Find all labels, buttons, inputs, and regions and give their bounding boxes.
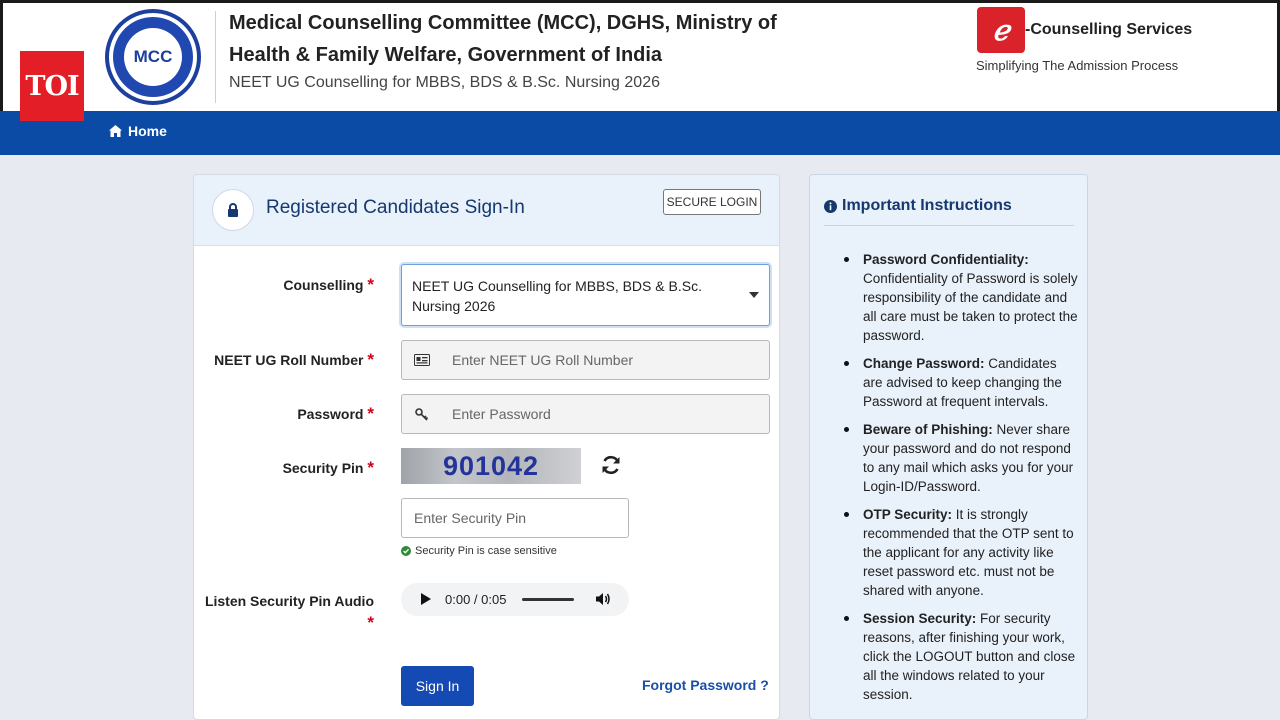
mcc-logo[interactable] xyxy=(105,9,201,105)
info-icon xyxy=(824,200,837,213)
password-input[interactable] xyxy=(442,395,769,433)
instructions-panel xyxy=(809,174,1088,720)
instruction-item xyxy=(834,250,1079,345)
org-title: Medical Counselling Committee (MCC), DGHS, Ministry of Health & Family Welfare, Government of India xyxy=(229,12,777,66)
instructions-list xyxy=(834,250,1079,713)
instruction-heading: OTP Security: xyxy=(863,507,953,522)
counselling-select[interactable] xyxy=(401,264,770,326)
roll-number-label xyxy=(200,350,374,370)
instruction-heading: Password Confidentiality: xyxy=(863,252,1029,267)
top-navbar xyxy=(0,111,1280,155)
sign-in-button[interactable]: Sign In xyxy=(401,666,474,706)
security-pin-label xyxy=(250,458,374,478)
lock-icon xyxy=(227,203,239,217)
check-circle-icon xyxy=(401,546,411,556)
audio-time: 0:00 / 0:05 xyxy=(445,592,507,607)
password-label-text: Password xyxy=(297,406,364,422)
password-field xyxy=(401,394,770,434)
instruction-heading: Change Password: xyxy=(863,356,985,371)
toi-badge: TOI xyxy=(20,51,84,121)
required-mark: * xyxy=(367,404,374,423)
e-counselling-tagline: Simplifying The Admission Process xyxy=(976,58,1179,73)
roll-number-field xyxy=(401,340,770,380)
instruction-item xyxy=(834,609,1079,704)
nav-home-label: Home xyxy=(128,123,167,139)
audio-label-text: Listen Security Pin Audio xyxy=(204,593,374,609)
instruction-item xyxy=(834,420,1079,496)
password-label xyxy=(250,404,374,424)
play-icon[interactable] xyxy=(421,593,431,605)
roll-number-label-text: NEET UG Roll Number xyxy=(214,352,364,368)
counselling-label-text: Counselling xyxy=(283,277,364,293)
audio-player xyxy=(401,583,629,616)
signin-card-header xyxy=(194,175,779,246)
refresh-captcha-button[interactable] xyxy=(598,452,624,478)
instruction-heading: Beware of Phishing: xyxy=(863,422,993,437)
counselling-label xyxy=(230,275,374,295)
captcha-image: 901042 xyxy=(401,448,581,484)
mcc-logo-text: MCC xyxy=(124,28,182,86)
nav-home-link[interactable] xyxy=(109,123,167,139)
required-mark: * xyxy=(367,275,374,294)
refresh-icon xyxy=(600,454,622,476)
instructions-divider xyxy=(824,225,1074,226)
mcc-logo-ring xyxy=(113,17,193,97)
signin-card xyxy=(193,174,780,720)
pin-case-note xyxy=(401,545,557,557)
required-mark: * xyxy=(367,458,374,477)
instruction-text: It is strongly recommended that the OTP sent to the applicant for any activity like reset password etc. must not be shared with anyone. xyxy=(863,507,1074,598)
instruction-heading: Session Security: xyxy=(863,611,977,626)
roll-number-input[interactable] xyxy=(442,341,769,379)
instructions-title: Important Instructions xyxy=(842,197,1012,214)
caret-down-icon xyxy=(749,292,759,298)
security-pin-input[interactable] xyxy=(401,498,629,538)
instructions-heading xyxy=(824,197,1012,215)
signin-title: Registered Candidates Sign-In xyxy=(266,197,525,218)
pin-case-note-text: Security Pin is case sensitive xyxy=(415,545,557,557)
instruction-item xyxy=(834,354,1079,411)
instruction-text: Confidentiality of Password is solely responsibility of the candidate and all care must be taken to protect the password. xyxy=(863,271,1078,343)
instruction-text: Never share your password and do not respond to any mail which asks you for your Login-ID/Password. xyxy=(863,422,1074,494)
counselling-select-value: NEET UG Counselling for MBBS, BDS & B.Sc. Nursing 2026 xyxy=(412,278,702,314)
instruction-item xyxy=(834,505,1079,600)
org-subtitle: NEET UG Counselling for MBBS, BDS & B.Sc. Nursing 2026 xyxy=(229,74,660,91)
volume-icon[interactable] xyxy=(595,591,611,610)
audio-seek-bar[interactable] xyxy=(522,598,574,601)
instruction-text: For security reasons, after finishing your work, click the LOGOUT button and close all the windows related to your session. xyxy=(863,611,1076,702)
instruction-text: Candidates are advised to keep changing the Password at frequent intervals. xyxy=(863,356,1062,409)
header-divider xyxy=(215,11,216,103)
forgot-password-link[interactable]: Forgot Password ? xyxy=(642,677,769,693)
site-header xyxy=(0,0,1280,111)
required-mark: * xyxy=(367,350,374,369)
e-counselling-title: -Counselling Services xyxy=(1025,21,1193,38)
e-counselling-logo: ℯ xyxy=(977,7,1025,53)
required-mark: * xyxy=(367,613,374,632)
home-icon xyxy=(109,125,122,137)
lock-icon-circle xyxy=(212,189,254,231)
audio-label xyxy=(200,591,374,634)
secure-login-badge: SECURE LOGIN xyxy=(663,189,761,215)
security-pin-label-text: Security Pin xyxy=(282,460,364,476)
key-icon xyxy=(402,395,442,433)
id-card-icon xyxy=(402,341,442,379)
